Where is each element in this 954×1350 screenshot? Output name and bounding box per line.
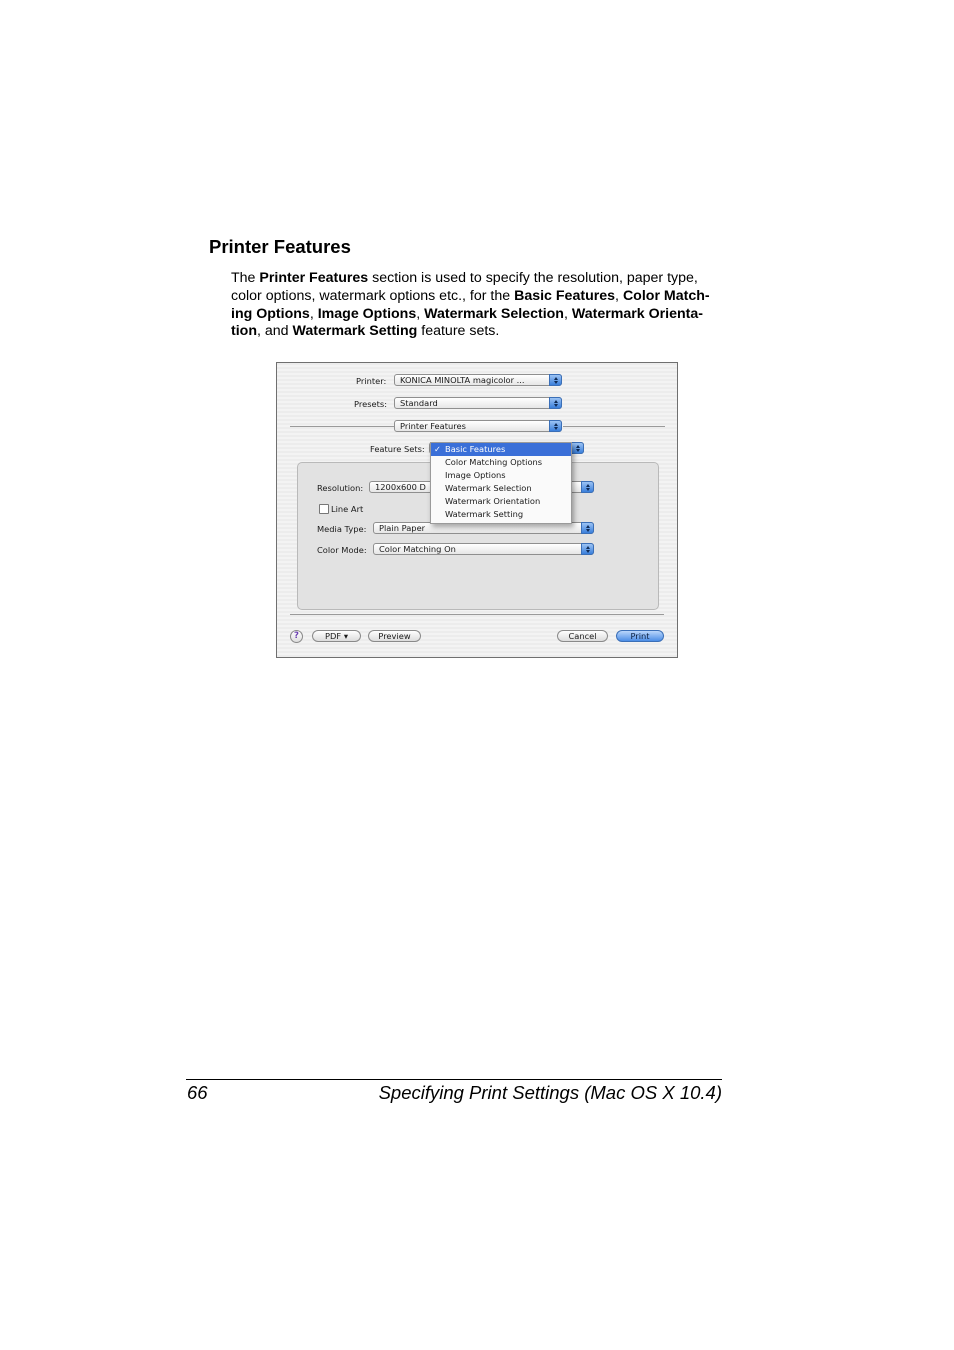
popup-arrows-icon <box>549 420 562 432</box>
presets-popup[interactable] <box>394 397 562 409</box>
intro-text: color options, watermark options etc., for the <box>231 287 515 304</box>
separator-left <box>290 426 394 427</box>
line-art-checkbox[interactable] <box>319 504 329 514</box>
feature-menu-item-label: Color Matching Options <box>445 457 543 467</box>
feature-menu-item-label: Watermark Setting <box>445 509 524 519</box>
help-icon[interactable]: ? <box>290 630 303 643</box>
printer-popup[interactable] <box>394 374 562 386</box>
intro-text: The <box>231 270 260 286</box>
intro-line <box>231 288 723 306</box>
feature-menu-item[interactable] <box>431 495 571 508</box>
popup-arrows-icon <box>581 522 594 534</box>
media-type-value: Plain Paper <box>379 523 426 533</box>
feature-menu-item[interactable] <box>431 469 571 482</box>
feature-sets-label: Feature Sets: <box>370 444 425 454</box>
feature-sets-menu <box>430 442 572 524</box>
bold-term: Watermark Selection <box>424 305 564 322</box>
feature-menu-item[interactable] <box>431 443 571 456</box>
popup-arrows-icon <box>549 374 562 386</box>
intro-paragraph <box>231 270 723 341</box>
bold-term: Watermark Setting <box>292 323 418 340</box>
print-button[interactable]: Print <box>616 630 664 642</box>
intro-text: feature sets. <box>417 323 500 340</box>
media-type-label: Media Type: <box>317 524 367 534</box>
printer-value: KONICA MINOLTA magicolor ... <box>400 375 525 385</box>
bold-term: Basic Features <box>514 287 616 304</box>
resolution-value: 1200x600 D <box>375 482 426 492</box>
section-heading: Printer Features <box>209 236 351 257</box>
intro-text: section is used to specify the resolution, paper type, <box>368 270 698 286</box>
popup-arrows-icon <box>549 397 562 409</box>
intro-line <box>231 323 723 341</box>
intro-text: , <box>416 305 425 322</box>
feature-menu-item[interactable] <box>431 508 571 521</box>
popup-arrows-icon <box>571 442 584 454</box>
intro-text: , <box>309 305 318 322</box>
feature-menu-item[interactable] <box>431 456 571 469</box>
bold-term: tion <box>231 323 257 340</box>
feature-menu-item[interactable] <box>431 482 571 495</box>
feature-menu-item-label: Image Options <box>445 470 506 480</box>
color-mode-label: Color Mode: <box>317 545 367 555</box>
color-mode-value: Color Matching On <box>379 544 456 554</box>
intro-text: , <box>615 287 623 304</box>
bold-term: ing Options <box>231 305 310 322</box>
pane-value: Printer Features <box>400 421 466 431</box>
footer-rule <box>186 1079 722 1080</box>
separator-right <box>563 426 665 427</box>
checkmark-icon: ✓ <box>434 444 441 454</box>
page-number: 66 <box>187 1082 208 1103</box>
footer-title: Specifying Print Settings (Mac OS X 10.4) <box>378 1082 722 1103</box>
bold-term: Color Match- <box>622 287 710 304</box>
intro-text: , and <box>257 323 293 340</box>
feature-menu-item-label: Watermark Orientation <box>445 496 541 506</box>
pane-popup[interactable] <box>394 420 562 432</box>
feature-menu-item-label: Basic Features <box>445 444 506 454</box>
resolution-label: Resolution: <box>317 483 364 493</box>
print-dialog-screenshot <box>276 362 678 658</box>
popup-arrows-icon <box>581 543 594 555</box>
pdf-button[interactable]: PDF ▾ <box>312 630 361 642</box>
printer-label: Printer: <box>356 376 387 386</box>
intro-line <box>231 306 723 324</box>
bold-term: Image Options <box>317 305 417 322</box>
presets-value: Standard <box>400 398 438 408</box>
color-mode-popup[interactable] <box>373 543 594 555</box>
line-art-label: Line Art <box>331 504 364 514</box>
feature-menu-item-label: Watermark Selection <box>445 483 532 493</box>
intro-line <box>231 270 723 288</box>
preview-button[interactable]: Preview <box>368 630 421 642</box>
intro-text: , <box>563 305 572 322</box>
popup-arrows-icon <box>581 481 594 493</box>
cancel-button[interactable]: Cancel <box>557 630 608 642</box>
presets-label: Presets: <box>354 399 387 409</box>
bottom-separator <box>290 614 664 615</box>
bold-term: Printer Features <box>259 270 369 286</box>
bold-term: Watermark Orienta- <box>571 305 704 322</box>
